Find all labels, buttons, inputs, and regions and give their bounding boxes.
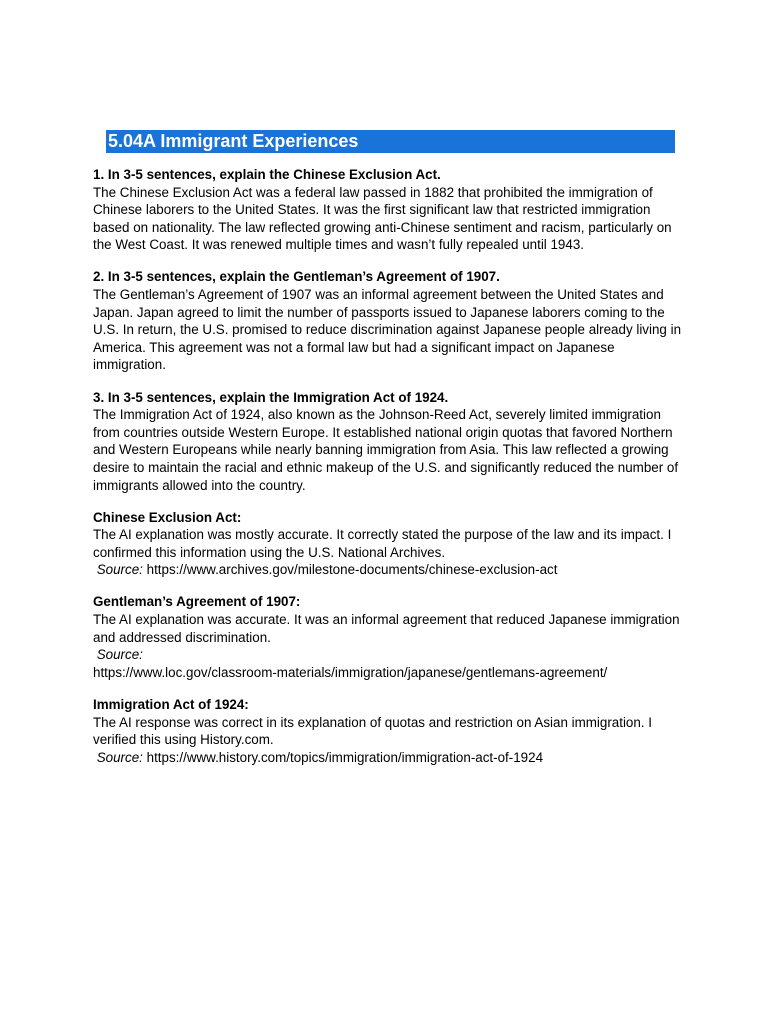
verification-heading: Gentleman’s Agreement of 1907:	[93, 594, 301, 610]
question-section-1	[93, 166, 683, 254]
verification-heading: Chinese Exclusion Act:	[93, 509, 242, 525]
source-url: https://www.history.com/topics/immigration/immigration-act-of-1924	[146, 749, 544, 765]
source-label: Source:	[96, 749, 143, 765]
answer-text: The Gentleman’s Agreement of 1907 was an informal agreement between the United States and Japan. Japan agreed to limit the number of passports issued to Japanese laborers coming to the U.S. In return, the U.S. promised to reduce discrimination against Japanese people already living in America. This agreement was not a formal law but had a significant impact on Japanese immigration.	[93, 287, 682, 373]
source-line	[93, 749, 683, 767]
source-url: https://www.archives.gov/milestone-documents/chinese-exclusion-act	[146, 562, 558, 578]
document-body	[93, 130, 683, 781]
verification-section-2	[93, 593, 683, 681]
document-title: 5.04A Immigrant Experiences	[106, 130, 675, 153]
verification-text: The AI explanation was mostly accurate. It correctly stated the purpose of the law and its impact. I confirmed this information using the U.S. National Archives.	[93, 527, 672, 560]
source-url: https://www.loc.gov/classroom-materials/immigration/japanese/gentlemans-agreement/	[93, 664, 608, 680]
question-heading: 2. In 3-5 sentences, explain the Gentleman’s Agreement of 1907.	[93, 269, 500, 285]
question-section-3	[93, 389, 683, 495]
source-line	[93, 646, 683, 664]
source-label: Source:	[96, 647, 143, 663]
source-label: Source:	[96, 562, 143, 578]
verification-text: The AI response was correct in its explanation of quotas and restriction on Asian immigration. I verified this using History.com.	[93, 714, 652, 748]
question-heading: 3. In 3-5 sentences, explain the Immigration Act of 1924.	[93, 389, 449, 405]
answer-text: The Immigration Act of 1924, also known as the Johnson-Reed Act, severely limited immigration from countries outside Western Europe. It established national origin quotas that favored Northern and Western Europeans while nearly banning immigration from Asia. This law reflected a growing desire to maintain the racial and ethnic makeup of the U.S. and significantly reduced the number of immigrants allowed into the country.	[93, 407, 679, 493]
verification-section-3	[93, 696, 683, 766]
answer-text: The Chinese Exclusion Act was a federal law passed in 1882 that prohibited the immigration of Chinese laborers to the United States. It was the first significant law that restricted immigration based on nationality. The law reflected growing anti-Chinese sentiment and racism, particularly on the West Coast. It was renewed multiple times and wasn’t fully repealed until 1943.	[93, 184, 672, 253]
verification-section-1	[93, 509, 683, 579]
source-line	[93, 561, 683, 579]
question-section-2	[93, 268, 683, 374]
verification-text: The AI explanation was accurate. It was an informal agreement that reduced Japanese immigration and addressed discrimination.	[93, 612, 680, 645]
verification-heading: Immigration Act of 1924:	[93, 696, 249, 712]
question-heading: 1. In 3-5 sentences, explain the Chinese Exclusion Act.	[93, 167, 441, 182]
